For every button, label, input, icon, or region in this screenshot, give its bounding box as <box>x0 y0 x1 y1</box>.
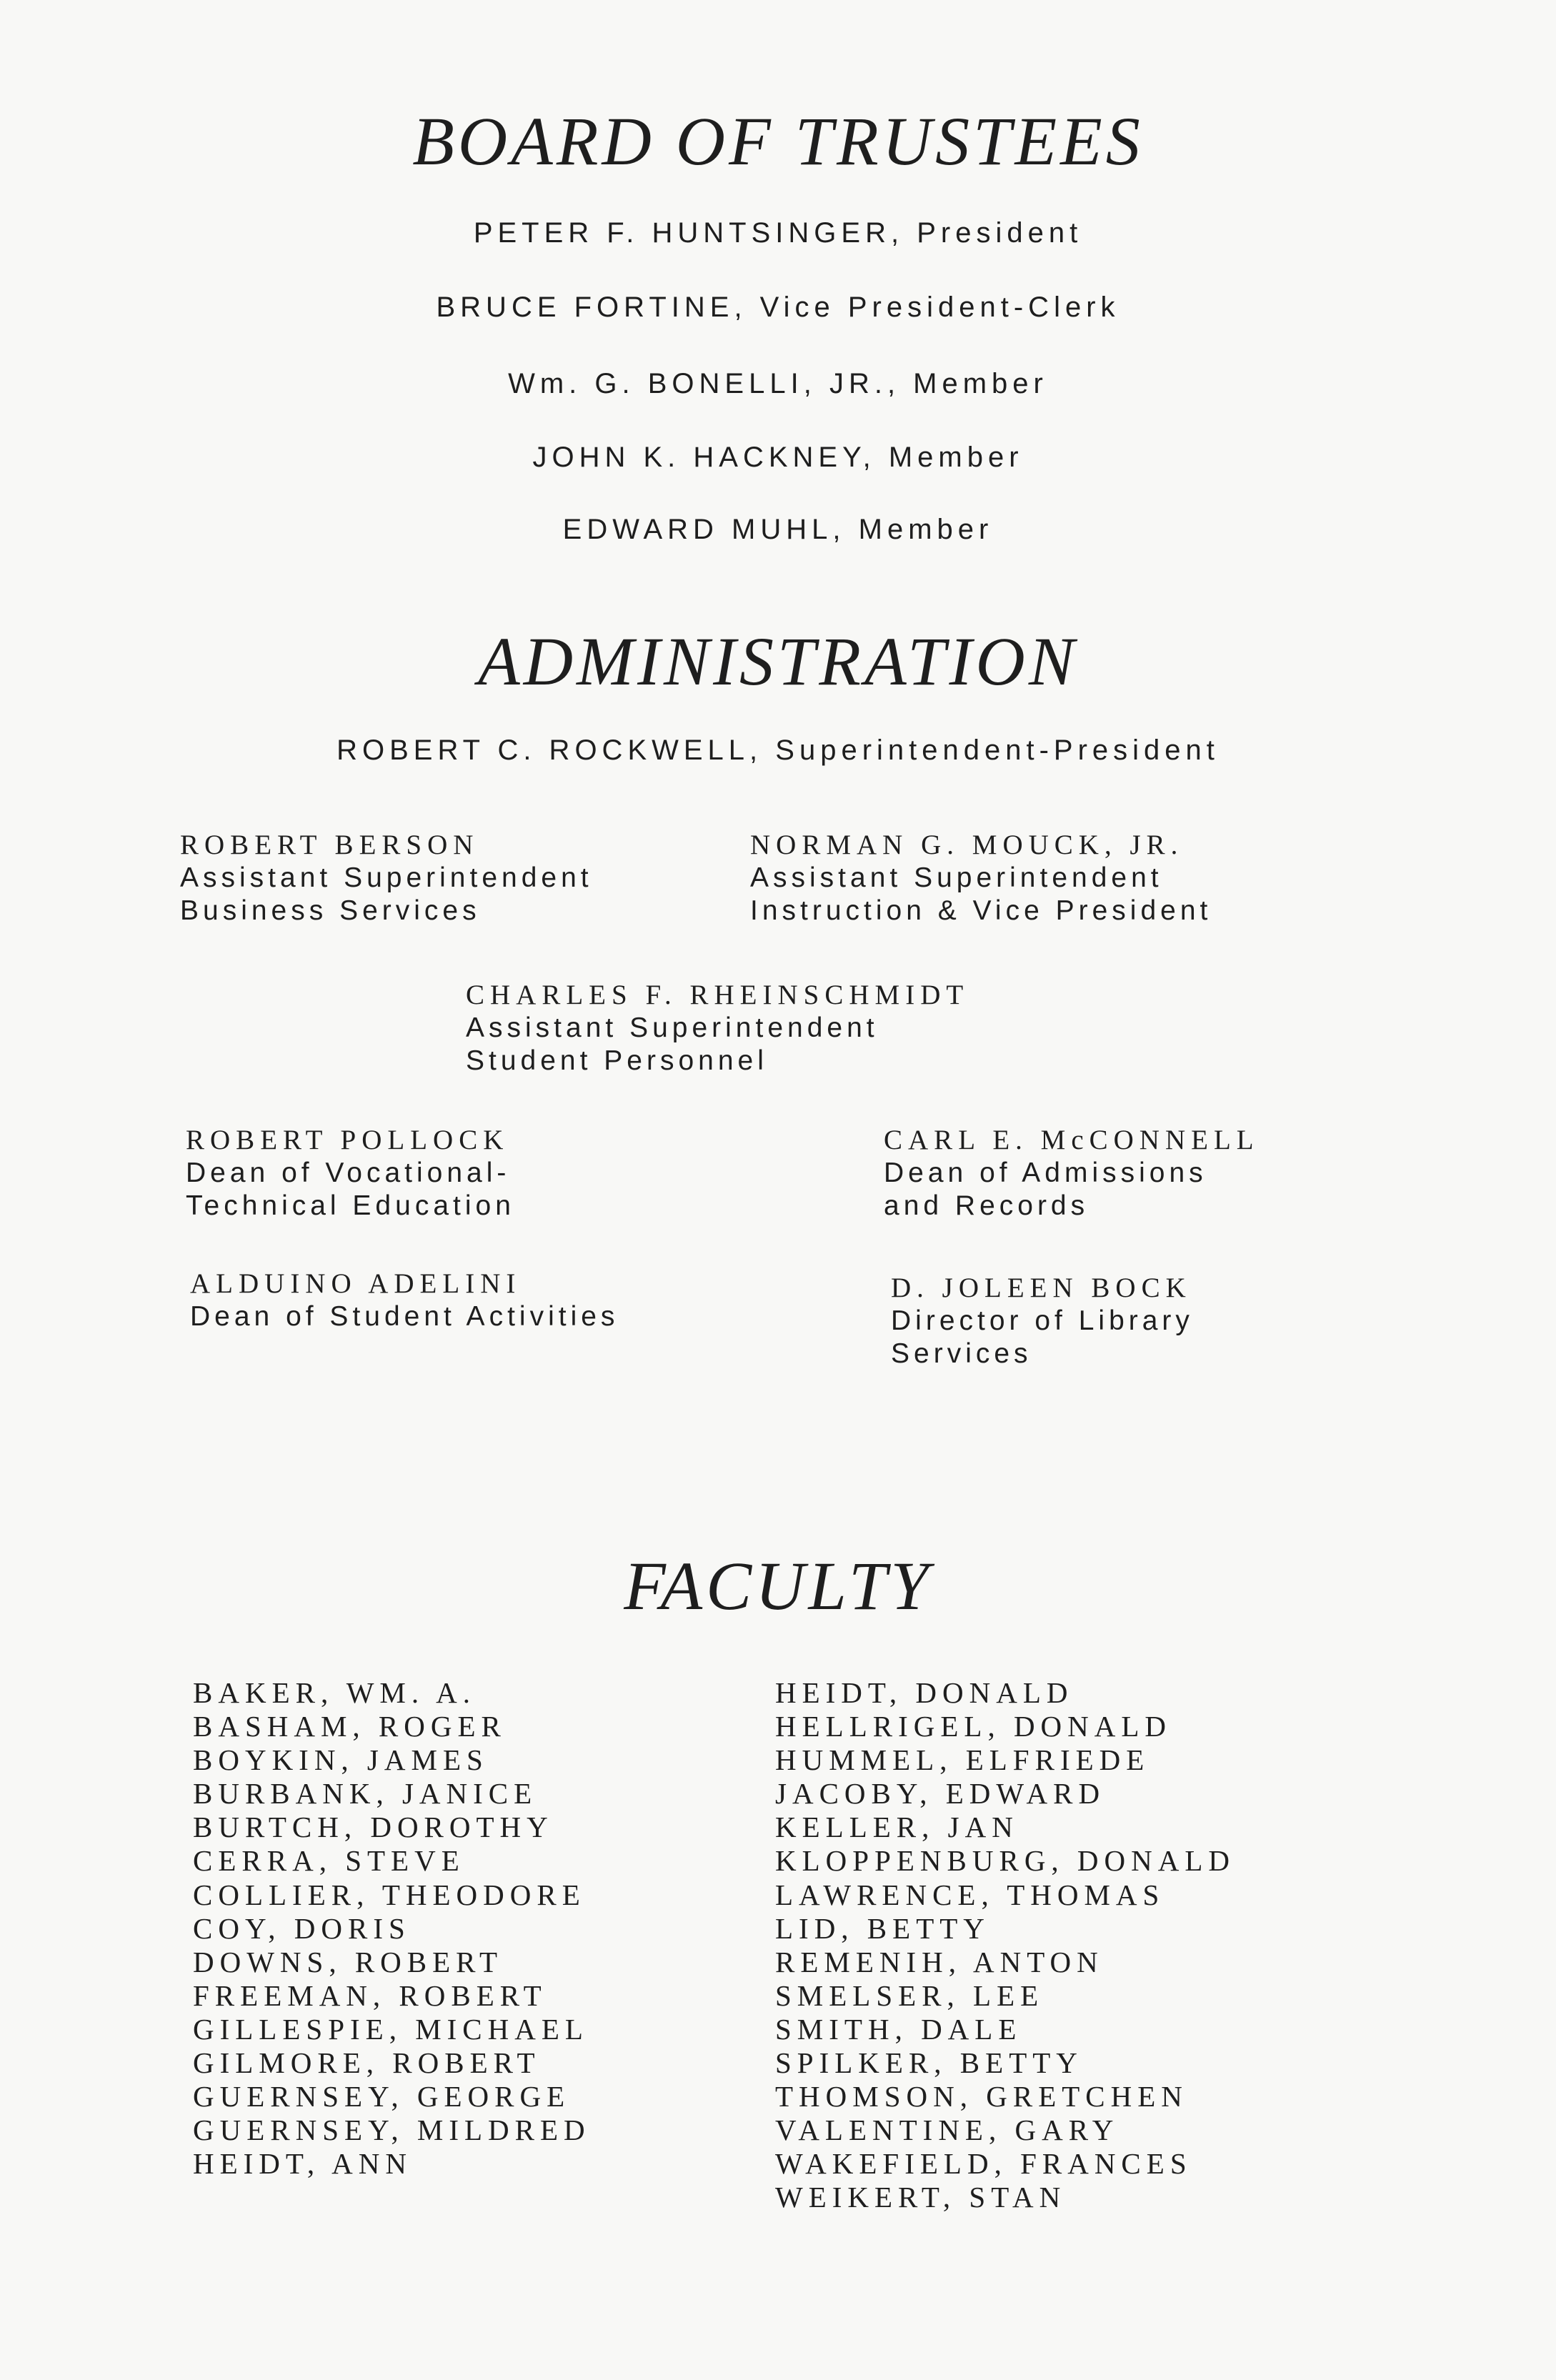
faculty-member: GUERNSEY, GEORGE <box>193 2080 571 2113</box>
board-member: Wm. G. BONELLI, JR., Member <box>508 368 1048 399</box>
admin-entry-mcconnell <box>884 1124 1260 1223</box>
superintendent-president: ROBERT C. ROCKWELL, Superintendent-President <box>336 735 1220 766</box>
admin-entry-rheinschmidt <box>466 979 969 1077</box>
admin-title: Director of Library <box>891 1305 1194 1336</box>
admin-title: and Records <box>884 1190 1089 1221</box>
faculty-member: JACOBY, EDWARD <box>775 1777 1106 1811</box>
admin-title: Assistant Superintendent <box>750 862 1163 893</box>
administration-heading: ADMINISTRATION <box>478 623 1078 699</box>
faculty-member: BASHAM, ROGER <box>193 1710 507 1743</box>
faculty-member: LID, BETTY <box>775 1911 990 1945</box>
admin-title: Dean of Student Activities <box>190 1301 619 1332</box>
faculty-member: BURTCH, DOROTHY <box>193 1811 554 1844</box>
faculty-member: HUMMEL, ELFRIEDE <box>775 1743 1150 1777</box>
admin-title: Business Services <box>180 895 481 926</box>
faculty-member: KLOPPENBURG, DONALD <box>775 1844 1236 1878</box>
admin-title: Assistant Superintendent <box>466 1012 879 1043</box>
admin-title: Instruction & Vice President <box>750 895 1212 926</box>
faculty-heading: FACULTY <box>624 1548 932 1624</box>
faculty-member: VALENTINE, GARY <box>775 2113 1119 2147</box>
faculty-member: COY, DORIS <box>193 1911 411 1945</box>
admin-entry-adelini <box>190 1268 619 1333</box>
faculty-member: SMELSER, LEE <box>775 1978 1044 2012</box>
faculty-member: DOWNS, ROBERT <box>193 1945 504 1978</box>
board-member: JOHN K. HACKNEY, Member <box>532 442 1024 473</box>
faculty-member: LAWRENCE, THOMAS <box>775 1878 1165 1911</box>
faculty-member: THOMSON, GRETCHEN <box>775 2080 1188 2113</box>
admin-name: ROBERT BERSON <box>180 830 479 860</box>
faculty-member: GILMORE, ROBERT <box>193 2046 541 2080</box>
faculty-member: CERRA, STEVE <box>193 1844 465 1878</box>
board-member: PETER F. HUNTSINGER, President <box>473 217 1083 249</box>
faculty-member: SPILKER, BETTY <box>775 2046 1083 2080</box>
admin-name: D. JOLEEN BOCK <box>891 1273 1192 1303</box>
board-heading: BOARD OF TRUSTEES <box>412 103 1144 179</box>
admin-entry-berson <box>180 829 593 927</box>
faculty-member: GILLESPIE, MICHAEL <box>193 2012 589 2046</box>
faculty-member: BAKER, WM. A. <box>193 1676 476 1709</box>
admin-name: ROBERT POLLOCK <box>186 1125 509 1155</box>
admin-name: NORMAN G. MOUCK, JR. <box>750 830 1184 860</box>
faculty-member: WEIKERT, STAN <box>775 2181 1067 2214</box>
admin-title: Dean of Admissions <box>884 1157 1207 1188</box>
admin-title: Assistant Superintendent <box>180 862 593 893</box>
faculty-list-right <box>775 1676 1235 2215</box>
board-member: BRUCE FORTINE, Vice President-Clerk <box>436 292 1120 323</box>
admin-entry-pollock <box>186 1124 515 1223</box>
admin-entry-bock <box>891 1272 1194 1370</box>
admin-entry-mouck <box>750 829 1212 927</box>
board-member: EDWARD MUHL, Member <box>562 514 994 545</box>
admin-name: ALDUINO ADELINI <box>190 1268 522 1299</box>
faculty-member: FREEMAN, ROBERT <box>193 1978 547 2012</box>
faculty-member: GUERNSEY, MILDRED <box>193 2113 591 2147</box>
faculty-member: REMENIH, ANTON <box>775 1945 1104 1978</box>
faculty-member: HEIDT, ANN <box>193 2147 412 2181</box>
faculty-member: BURBANK, JANICE <box>193 1777 538 1811</box>
admin-title: Services <box>891 1338 1032 1369</box>
admin-title: Dean of Vocational- <box>186 1157 511 1188</box>
faculty-member: HEIDT, DONALD <box>775 1676 1074 1709</box>
admin-title: Student Personnel <box>466 1045 768 1076</box>
faculty-member: WAKEFIELD, FRANCES <box>775 2147 1192 2181</box>
faculty-member: HELLRIGEL, DONALD <box>775 1710 1172 1743</box>
faculty-member: KELLER, JAN <box>775 1811 1019 1844</box>
faculty-member: SMITH, DALE <box>775 2012 1022 2046</box>
admin-name: CHARLES F. RHEINSCHMIDT <box>466 980 969 1010</box>
faculty-member: BOYKIN, JAMES <box>193 1743 489 1777</box>
admin-title: Technical Education <box>186 1190 515 1221</box>
faculty-list-left <box>193 1676 591 2181</box>
admin-name: CARL E. McCONNELL <box>884 1125 1260 1155</box>
faculty-member: COLLIER, THEODORE <box>193 1878 586 1911</box>
